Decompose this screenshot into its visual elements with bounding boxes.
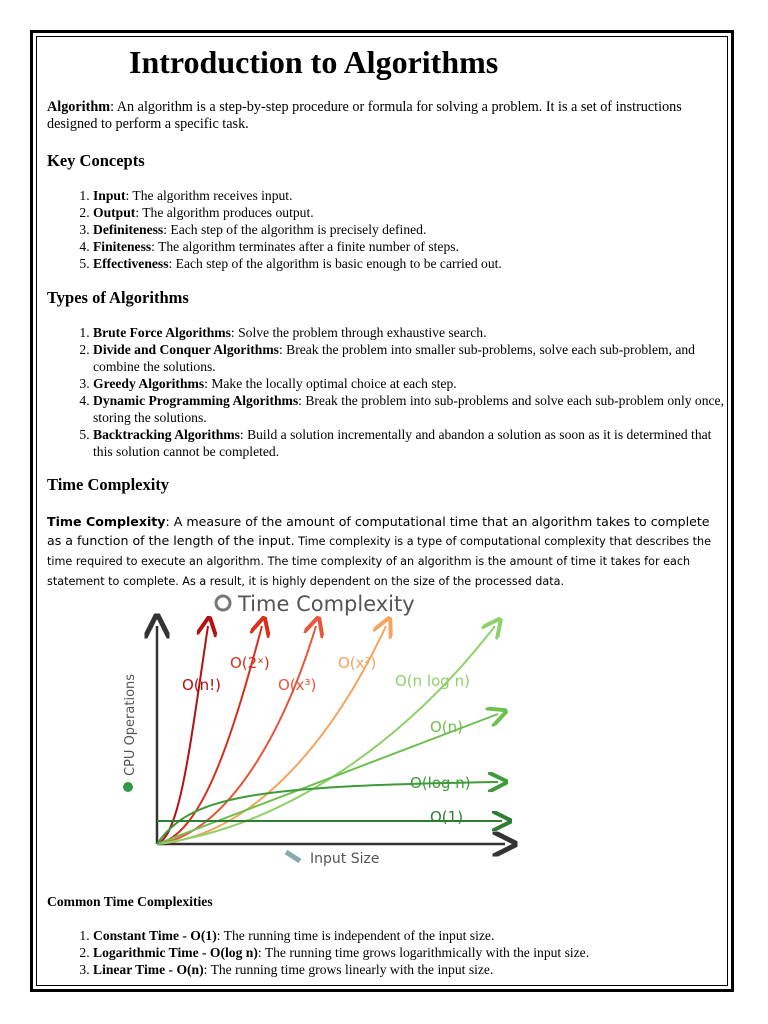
item-text: : Build a solution incrementally and abandon a solution as soon as it is determined that this solution cannot be completed. [93, 427, 712, 459]
time-complexity-figure [110, 586, 530, 876]
list-item [93, 426, 727, 460]
common-list [47, 927, 727, 978]
item-term: Finiteness [93, 239, 152, 254]
list-item [93, 392, 727, 426]
ruler-icon [286, 852, 300, 861]
common-heading: Common Time Complexities [47, 894, 213, 909]
item-term: Divide and Conquer Algorithms [93, 342, 279, 357]
item-text: : The running time grows logarithmically with the input size. [257, 945, 590, 960]
item-term: Input [93, 188, 126, 203]
label-o-1: O(1) [430, 808, 464, 826]
types-list [47, 324, 727, 460]
y-axis-label: CPU Operations [123, 673, 138, 776]
key-concepts-list [47, 187, 727, 272]
cpu-icon [123, 782, 133, 792]
item-term: Definiteness [93, 222, 164, 237]
item-term: Linear Time - O(n) [93, 962, 204, 977]
item-term: Logarithmic Time - O(log n) [93, 945, 258, 960]
label-o-x-cubed: O(x³) [278, 676, 317, 694]
item-term: Output [93, 205, 136, 220]
time-complexity-heading: Time Complexity [47, 475, 170, 494]
list-item [93, 187, 727, 204]
item-text: : The algorithm terminates after a finite number of steps. [151, 239, 459, 254]
item-text: : Break the problem into sub-problems and solve each sub-problem only once, storing the solutions. [93, 393, 724, 425]
item-text: : Each step of the algorithm is precisely defined. [163, 222, 427, 237]
label-o-n: O(n) [430, 718, 464, 736]
item-term: Greedy Algorithms [93, 376, 205, 391]
intro-text: : An algorithm is a step-by-step procedure or formula for solving a problem. It is a set of instructions designed to perform a specific task. [47, 99, 682, 132]
key-concepts-heading: Key Concepts [47, 151, 145, 170]
list-item [93, 324, 727, 341]
list-item [93, 961, 727, 978]
item-text: : The running time is independent of the input size. [216, 928, 495, 943]
tc-text-small: Time complexity is a type of computational complexity that describes the time required to execute an algorithm. The time complexity of an algorithm is the amount of time it takes for each statement to complete. As a result, it is highly dependent on the size of the processed data. [47, 535, 712, 588]
item-text: : Solve the problem through exhaustive search. [230, 325, 487, 340]
label-o-n-factorial: O(n!) [182, 676, 222, 694]
list-item [93, 238, 727, 255]
item-text: : The algorithm produces output. [135, 205, 314, 220]
label-o-x-squared: O(x²) [338, 654, 377, 672]
curve-o-n-factorial [157, 626, 208, 844]
label-o-log-n: O(log n) [410, 774, 471, 792]
label-o-2-x: O(2ˣ) [230, 654, 270, 672]
list-item [93, 204, 727, 221]
item-text: : Break the problem into smaller sub-problems, solve each sub-problem, and combine the solutions. [93, 342, 695, 374]
item-term: Effectiveness [93, 256, 169, 271]
tc-text-large: : A measure of the amount of computational time that an algorithm takes to complete as a function of the length of the input. [47, 514, 710, 548]
intro-paragraph [47, 99, 727, 133]
x-axis-label: Input Size [310, 851, 380, 867]
item-text: : The running time grows linearly with the input size. [203, 962, 494, 977]
list-item [93, 944, 727, 961]
tc-term: Time Complexity [47, 514, 166, 529]
page-title: Introduction to Algorithms [129, 44, 499, 80]
list-item [93, 255, 727, 272]
list-item [93, 221, 727, 238]
list-item [93, 927, 727, 944]
refresh-icon [216, 596, 230, 610]
item-term: Constant Time - O(1) [93, 928, 217, 943]
types-heading: Types of Algorithms [47, 288, 189, 307]
item-term: Dynamic Programming Algorithms [93, 393, 299, 408]
item-term: Brute Force Algorithms [93, 325, 231, 340]
item-text: : The algorithm receives input. [125, 188, 293, 203]
item-text: : Make the locally optimal choice at each step. [204, 376, 457, 391]
label-o-n-log-n: O(n log n) [395, 672, 470, 690]
intro-term: Algorithm [47, 99, 111, 115]
list-item [93, 341, 727, 375]
item-text: : Each step of the algorithm is basic enough to be carried out. [168, 256, 502, 271]
list-item [93, 375, 727, 392]
time-complexity-paragraph [47, 511, 727, 590]
item-term: Backtracking Algorithms [93, 427, 240, 442]
figure-title: Time Complexity [238, 592, 415, 616]
